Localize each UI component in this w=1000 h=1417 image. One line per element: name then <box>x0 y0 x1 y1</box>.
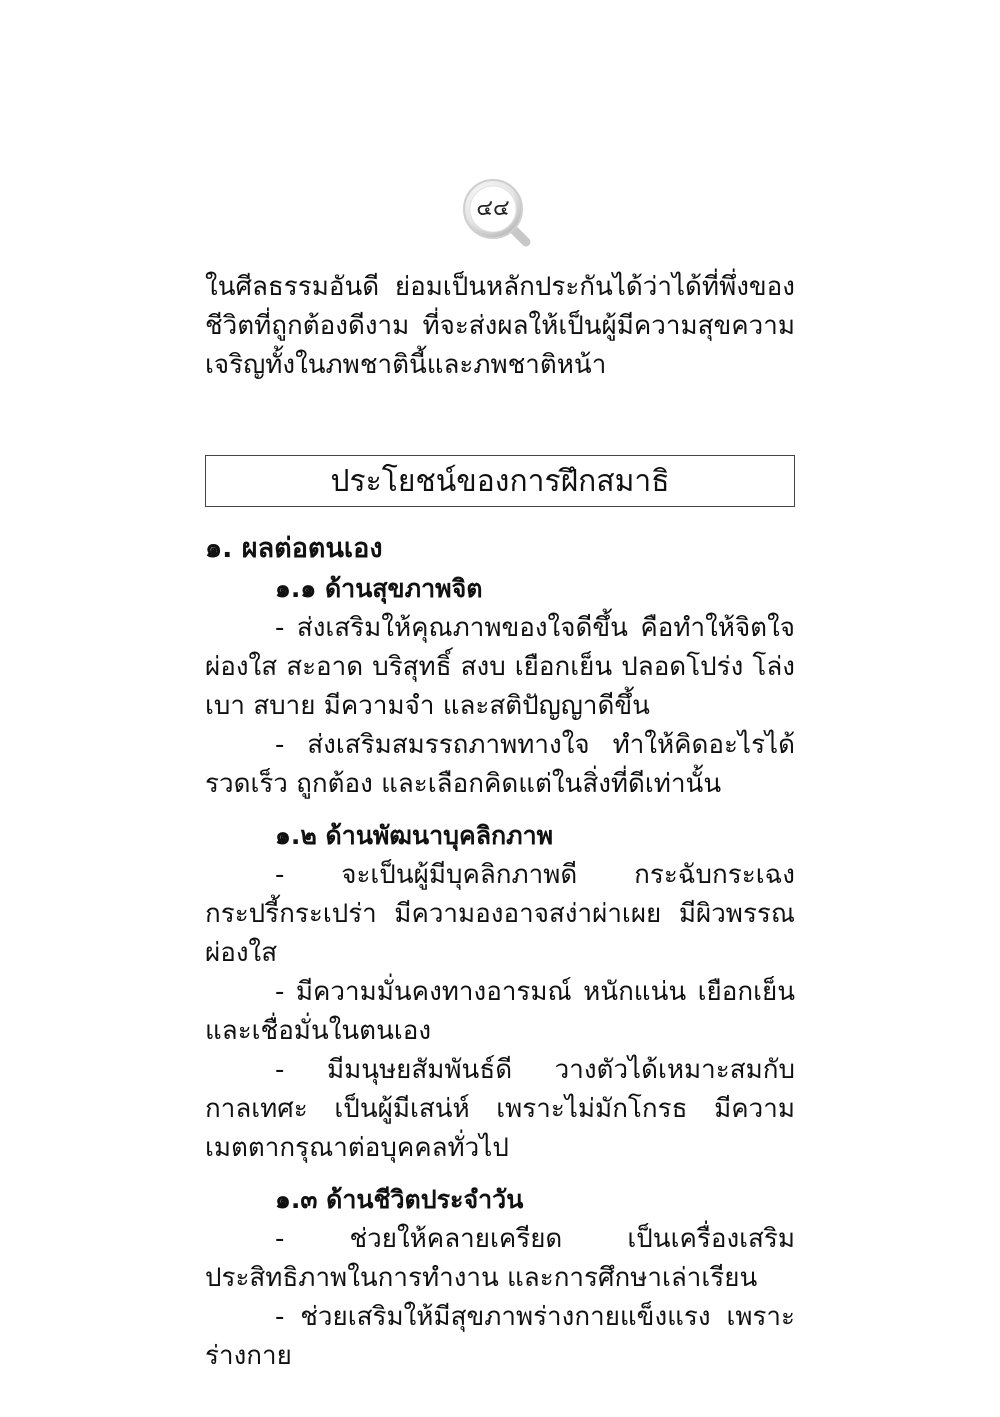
page-number-badge <box>462 178 534 250</box>
paragraph: - มีมนุษยสัมพันธ์ดี วางตัวได้เหมาะสมกับกาลเทศะ เป็นผู้มีเสน่ห์ เพราะไม่มักโกรธ มีความเมตตากรุณาต่อบุคคลทั่วไป <box>205 1055 795 1163</box>
subsection-heading-mental-health: ๑.๑ ด้านสุขภาพจิต <box>275 574 483 603</box>
paragraph: - ช่วยให้คลายเครียด เป็นเครื่องเสริมประสิทธิภาพในการทำงาน และการศึกษาเล่าเรียน <box>205 1224 795 1293</box>
paragraph: - ส่งเสริมสมรรถภาพทางใจ ทำให้คิดอะไรได้รวดเร็ว ถูกต้อง และเลือกคิดแต่ในสิ่งที่ดีเท่านั้น <box>205 730 795 799</box>
intro-paragraph: ในศีลธรรมอันดี ย่อมเป็นหลักประกันได้ว่าได้ที่พึ่งของชีวิตที่ถูกต้องดีงาม ที่จะส่งผลให้เป็นผู้มีความสุขความเจริญทั้งในภพชาตินี้และภพชาติหน้า <box>205 272 795 380</box>
paragraph: - ส่งเสริมให้คุณภาพของใจดีขึ้น คือทำให้จิตใจผ่องใส สะอาด บริสุทธิ์ สงบ เยือกเย็น ปลอดโปร่ง โล่ง เบา สบาย มีความจำ และสติปัญญาดีขึ้น <box>205 613 795 721</box>
paragraph: - มีความมั่นคงทางอารมณ์ หนักแน่น เยือกเย็นและเชื่อมั่นในตนเอง <box>205 977 795 1046</box>
page-number: ๔๔ <box>476 196 510 221</box>
section-heading: ๑. ผลต่อตนเอง <box>205 533 383 564</box>
paragraph: - จะเป็นผู้มีบุคลิกภาพดี กระฉับกระเฉง กระปรี้กระเปร่า มีความองอาจสง่าผ่าเผย มีผิวพรรณผ่องใส <box>205 860 795 968</box>
main-content <box>205 268 795 1376</box>
subsection-heading-personality: ๑.๒ ด้านพัฒนาบุคลิกภาพ <box>275 821 554 850</box>
subsection-heading-daily-life: ๑.๓ ด้านชีวิตประจำวัน <box>275 1185 524 1214</box>
paragraph: - ช่วยเสริมให้มีสุขภาพร่างกายแข็งแรง เพราะร่างกาย <box>205 1302 795 1371</box>
section-title-box: ประโยชน์ของการฝึกสมาธิ <box>205 455 795 507</box>
